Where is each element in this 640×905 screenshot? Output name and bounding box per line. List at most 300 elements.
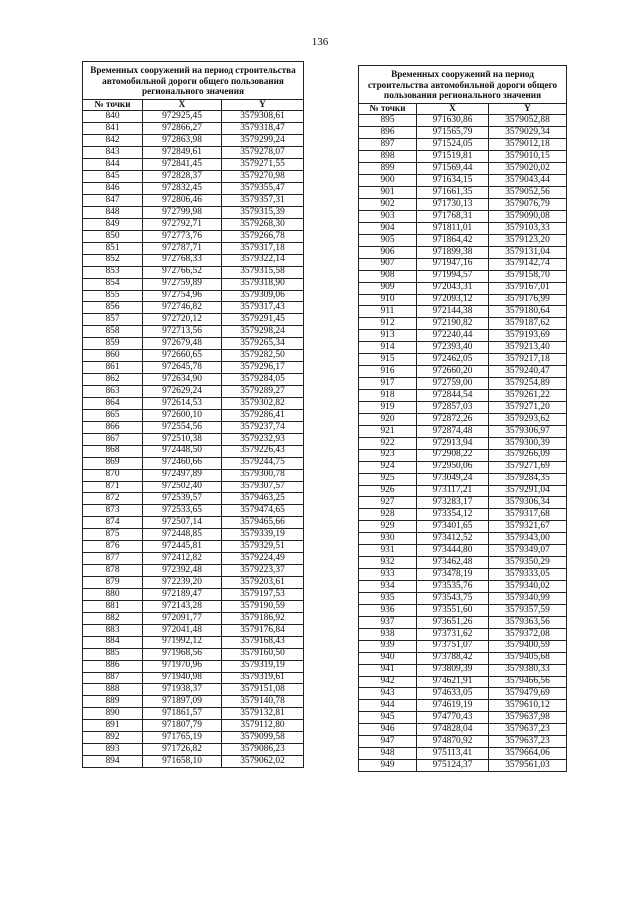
- y-coordinate-cell: 3579357,31: [222, 195, 304, 207]
- y-coordinate-cell: 3579315,39: [222, 206, 304, 218]
- point-number-cell: 864: [83, 397, 143, 409]
- point-number-cell: 924: [359, 461, 417, 473]
- table-row: [83, 171, 304, 183]
- y-coordinate-cell: 3579350,29: [489, 557, 567, 569]
- point-number-cell: 925: [359, 473, 417, 485]
- point-number-cell: 932: [359, 557, 417, 569]
- table-row: [83, 338, 304, 350]
- y-coordinate-cell: 3579286,41: [222, 409, 304, 421]
- table-row: [359, 604, 567, 616]
- x-coordinate-cell: 973462,48: [417, 557, 489, 569]
- x-coordinate-cell: 973412,52: [417, 533, 489, 545]
- table-row: [359, 354, 567, 366]
- y-coordinate-cell: 3579160,50: [222, 648, 304, 660]
- table-row: [359, 461, 567, 473]
- y-coordinate-cell: 3579052,88: [489, 115, 567, 127]
- y-coordinate-cell: 3579244,75: [222, 457, 304, 469]
- y-coordinate-cell: 3579176,84: [222, 624, 304, 636]
- y-coordinate-cell: 3579224,49: [222, 553, 304, 565]
- y-coordinate-cell: 3579103,33: [489, 222, 567, 234]
- x-coordinate-cell: 971661,35: [417, 187, 489, 199]
- table-row: [359, 390, 567, 402]
- y-coordinate-cell: 3579319,19: [222, 660, 304, 672]
- point-number-cell: 887: [83, 672, 143, 684]
- table-row: [83, 672, 304, 684]
- table-row: [83, 648, 304, 660]
- y-coordinate-cell: 3579340,99: [489, 592, 567, 604]
- x-coordinate-cell: 972554,56: [143, 421, 222, 433]
- point-number-cell: 896: [359, 127, 417, 139]
- x-coordinate-cell: 972041,48: [143, 624, 222, 636]
- point-number-cell: 927: [359, 497, 417, 509]
- x-coordinate-cell: 971897,09: [143, 696, 222, 708]
- table-row: [83, 624, 304, 636]
- table-row: [83, 409, 304, 421]
- x-coordinate-cell: 971968,56: [143, 648, 222, 660]
- x-coordinate-cell: 974828,04: [417, 724, 489, 736]
- table-row: [83, 206, 304, 218]
- point-number-cell: 854: [83, 278, 143, 290]
- x-coordinate-cell: 971565,79: [417, 127, 489, 139]
- table-row: [83, 147, 304, 159]
- table-row: [359, 581, 567, 593]
- table-caption: Временных сооружений на период строительства автомобильной дороги общего пользования регионального значения: [83, 62, 304, 100]
- y-coordinate-cell: 3579271,69: [489, 461, 567, 473]
- x-coordinate-cell: 972832,45: [143, 183, 222, 195]
- table-row: [83, 123, 304, 135]
- x-coordinate-cell: 973354,12: [417, 509, 489, 521]
- table-row: [83, 708, 304, 720]
- table-row: [359, 748, 567, 760]
- table-row: [83, 505, 304, 517]
- y-coordinate-cell: 3579317,43: [222, 302, 304, 314]
- y-coordinate-cell: 3579637,23: [489, 724, 567, 736]
- point-number-cell: 912: [359, 318, 417, 330]
- point-number-cell: 926: [359, 485, 417, 497]
- x-coordinate-cell: 972844,54: [417, 390, 489, 402]
- table-row: [359, 187, 567, 199]
- x-coordinate-cell: 972533,65: [143, 505, 222, 517]
- y-coordinate-cell: 3579561,03: [489, 760, 567, 772]
- y-coordinate-cell: 3579308,61: [222, 111, 304, 123]
- x-coordinate-cell: 974633,05: [417, 688, 489, 700]
- x-coordinate-cell: 971994,57: [417, 270, 489, 282]
- table-header-row: [359, 103, 567, 115]
- y-coordinate-cell: 3579213,40: [489, 342, 567, 354]
- y-coordinate-cell: 3579293,62: [489, 413, 567, 425]
- point-number-cell: 946: [359, 724, 417, 736]
- y-coordinate-cell: 3579317,68: [489, 509, 567, 521]
- table-row: [83, 386, 304, 398]
- point-number-cell: 928: [359, 509, 417, 521]
- x-coordinate-cell: 972746,82: [143, 302, 222, 314]
- point-number-cell: 918: [359, 390, 417, 402]
- point-number-cell: 870: [83, 469, 143, 481]
- y-coordinate-cell: 3579610,12: [489, 700, 567, 712]
- table-row: [83, 278, 304, 290]
- x-coordinate-cell: 972445,81: [143, 541, 222, 553]
- y-coordinate-cell: 3579306,97: [489, 425, 567, 437]
- x-coordinate-cell: 972806,46: [143, 195, 222, 207]
- x-coordinate-cell: 972759,00: [417, 378, 489, 390]
- table-row: [359, 210, 567, 222]
- point-number-cell: 900: [359, 175, 417, 187]
- column-header-y: Y: [222, 99, 304, 111]
- column-header-x: X: [417, 103, 489, 115]
- x-coordinate-cell: 972190,82: [417, 318, 489, 330]
- point-number-cell: 941: [359, 664, 417, 676]
- point-number-cell: 871: [83, 481, 143, 493]
- point-number-cell: 876: [83, 541, 143, 553]
- table-row: [359, 401, 567, 413]
- table-row: [359, 533, 567, 545]
- point-number-cell: 922: [359, 437, 417, 449]
- x-coordinate-cell: 972645,78: [143, 362, 222, 374]
- table-row: [83, 218, 304, 230]
- x-coordinate-cell: 972448,85: [143, 529, 222, 541]
- point-number-cell: 851: [83, 242, 143, 254]
- x-coordinate-cell: 972239,20: [143, 577, 222, 589]
- x-coordinate-cell: 972828,37: [143, 171, 222, 183]
- point-number-cell: 850: [83, 230, 143, 242]
- point-number-cell: 939: [359, 640, 417, 652]
- x-coordinate-cell: 973401,65: [417, 521, 489, 533]
- table-row: [359, 700, 567, 712]
- table-row: [83, 350, 304, 362]
- x-coordinate-cell: 972872,26: [417, 413, 489, 425]
- point-number-cell: 906: [359, 246, 417, 258]
- y-coordinate-cell: 3579193,69: [489, 330, 567, 342]
- y-coordinate-cell: 3579307,57: [222, 481, 304, 493]
- y-coordinate-cell: 3579142,74: [489, 258, 567, 270]
- point-number-cell: 923: [359, 449, 417, 461]
- point-number-cell: 878: [83, 565, 143, 577]
- y-coordinate-cell: 3579664,06: [489, 748, 567, 760]
- x-coordinate-cell: 974619,19: [417, 700, 489, 712]
- point-number-cell: 903: [359, 210, 417, 222]
- table-row: [359, 628, 567, 640]
- point-number-cell: 944: [359, 700, 417, 712]
- table-row: [83, 230, 304, 242]
- y-coordinate-cell: 3579217,18: [489, 354, 567, 366]
- x-coordinate-cell: 971569,44: [417, 163, 489, 175]
- y-coordinate-cell: 3579010,15: [489, 151, 567, 163]
- column-header-point-number: № точки: [83, 99, 143, 111]
- point-number-cell: 845: [83, 171, 143, 183]
- point-number-cell: 929: [359, 521, 417, 533]
- point-number-cell: 884: [83, 636, 143, 648]
- y-coordinate-cell: 3579291,45: [222, 314, 304, 326]
- point-number-cell: 866: [83, 421, 143, 433]
- y-coordinate-cell: 3579278,07: [222, 147, 304, 159]
- point-number-cell: 937: [359, 616, 417, 628]
- coordinates-table-right: [358, 65, 567, 772]
- y-coordinate-cell: 3579405,68: [489, 652, 567, 664]
- y-coordinate-cell: 3579333,05: [489, 569, 567, 581]
- point-number-cell: 901: [359, 187, 417, 199]
- x-coordinate-cell: 972629,24: [143, 386, 222, 398]
- y-coordinate-cell: 3579284,05: [222, 374, 304, 386]
- x-coordinate-cell: 972497,89: [143, 469, 222, 481]
- x-coordinate-cell: 972863,98: [143, 135, 222, 147]
- point-number-cell: 867: [83, 433, 143, 445]
- y-coordinate-cell: 3579349,07: [489, 545, 567, 557]
- point-number-cell: 888: [83, 684, 143, 696]
- y-coordinate-cell: 3579203,61: [222, 577, 304, 589]
- point-number-cell: 917: [359, 378, 417, 390]
- table-caption: Временных сооружений на период строительства автомобильной дороги общего пользования регионального значения: [359, 66, 567, 104]
- point-number-cell: 899: [359, 163, 417, 175]
- point-number-cell: 842: [83, 135, 143, 147]
- y-coordinate-cell: 3579240,47: [489, 366, 567, 378]
- y-coordinate-cell: 3579317,18: [222, 242, 304, 254]
- y-coordinate-cell: 3579637,98: [489, 712, 567, 724]
- point-number-cell: 874: [83, 517, 143, 529]
- x-coordinate-cell: 972144,38: [417, 306, 489, 318]
- x-coordinate-cell: 972510,38: [143, 433, 222, 445]
- y-coordinate-cell: 3579339,19: [222, 529, 304, 541]
- table-row: [83, 684, 304, 696]
- table-row: [83, 588, 304, 600]
- point-number-cell: 911: [359, 306, 417, 318]
- x-coordinate-cell: 972448,50: [143, 445, 222, 457]
- y-coordinate-cell: 3579463,25: [222, 493, 304, 505]
- point-number-cell: 940: [359, 652, 417, 664]
- y-coordinate-cell: 3579261,22: [489, 390, 567, 402]
- point-number-cell: 857: [83, 314, 143, 326]
- table-row: [359, 521, 567, 533]
- table-row: [83, 577, 304, 589]
- table-row: [359, 258, 567, 270]
- y-coordinate-cell: 3579226,43: [222, 445, 304, 457]
- table-row: [359, 557, 567, 569]
- coordinates-table-left: [82, 61, 304, 768]
- y-coordinate-cell: 3579123,20: [489, 234, 567, 246]
- point-number-cell: 863: [83, 386, 143, 398]
- table-row: [83, 290, 304, 302]
- point-number-cell: 943: [359, 688, 417, 700]
- y-coordinate-cell: 3579099,58: [222, 732, 304, 744]
- x-coordinate-cell: 971807,79: [143, 720, 222, 732]
- column-header-x: X: [143, 99, 222, 111]
- point-number-cell: 893: [83, 744, 143, 756]
- point-number-cell: 858: [83, 326, 143, 338]
- x-coordinate-cell: 972393,40: [417, 342, 489, 354]
- point-number-cell: 862: [83, 374, 143, 386]
- x-coordinate-cell: 972143,28: [143, 600, 222, 612]
- table-row: [83, 159, 304, 171]
- table-row: [359, 616, 567, 628]
- point-number-cell: 853: [83, 266, 143, 278]
- point-number-cell: 902: [359, 199, 417, 211]
- table-row: [359, 569, 567, 581]
- y-coordinate-cell: 3579343,00: [489, 533, 567, 545]
- x-coordinate-cell: 972766,52: [143, 266, 222, 278]
- x-coordinate-cell: 972462,05: [417, 354, 489, 366]
- table-row: [359, 199, 567, 211]
- x-coordinate-cell: 972754,96: [143, 290, 222, 302]
- y-coordinate-cell: 3579132,81: [222, 708, 304, 720]
- x-coordinate-cell: 972660,65: [143, 350, 222, 362]
- point-number-cell: 881: [83, 600, 143, 612]
- point-number-cell: 846: [83, 183, 143, 195]
- table-row: [83, 696, 304, 708]
- table-row: [83, 600, 304, 612]
- point-number-cell: 909: [359, 282, 417, 294]
- x-coordinate-cell: 972792,71: [143, 218, 222, 230]
- table-row: [83, 481, 304, 493]
- point-number-cell: 847: [83, 195, 143, 207]
- point-number-cell: 844: [83, 159, 143, 171]
- y-coordinate-cell: 3579321,67: [489, 521, 567, 533]
- point-number-cell: 919: [359, 401, 417, 413]
- x-coordinate-cell: 973751,07: [417, 640, 489, 652]
- x-coordinate-cell: 971938,37: [143, 684, 222, 696]
- page-number: 136: [311, 36, 329, 48]
- table-row: [359, 151, 567, 163]
- point-number-cell: 915: [359, 354, 417, 366]
- point-number-cell: 852: [83, 254, 143, 266]
- table-row: [83, 469, 304, 481]
- y-coordinate-cell: 3579265,34: [222, 338, 304, 350]
- x-coordinate-cell: 973444,80: [417, 545, 489, 557]
- x-coordinate-cell: 971658,10: [143, 756, 222, 768]
- table-row: [359, 688, 567, 700]
- x-coordinate-cell: 972874,48: [417, 425, 489, 437]
- y-coordinate-cell: 3579086,23: [222, 744, 304, 756]
- x-coordinate-cell: 972773,76: [143, 230, 222, 242]
- point-number-cell: 840: [83, 111, 143, 123]
- y-coordinate-cell: 3579479,69: [489, 688, 567, 700]
- table-row: [359, 330, 567, 342]
- x-coordinate-cell: 973543,75: [417, 592, 489, 604]
- y-coordinate-cell: 3579268,30: [222, 218, 304, 230]
- table-row: [83, 517, 304, 529]
- point-number-cell: 898: [359, 151, 417, 163]
- y-coordinate-cell: 3579090,08: [489, 210, 567, 222]
- y-coordinate-cell: 3579306,34: [489, 497, 567, 509]
- point-number-cell: 905: [359, 234, 417, 246]
- x-coordinate-cell: 972849,61: [143, 147, 222, 159]
- y-coordinate-cell: 3579237,74: [222, 421, 304, 433]
- x-coordinate-cell: 971940,98: [143, 672, 222, 684]
- table-row: [359, 413, 567, 425]
- x-coordinate-cell: 973535,76: [417, 581, 489, 593]
- point-number-cell: 933: [359, 569, 417, 581]
- y-coordinate-cell: 3579284,35: [489, 473, 567, 485]
- table-row: [83, 362, 304, 374]
- point-number-cell: 948: [359, 748, 417, 760]
- y-coordinate-cell: 3579380,33: [489, 664, 567, 676]
- y-coordinate-cell: 3579158,70: [489, 270, 567, 282]
- point-number-cell: 920: [359, 413, 417, 425]
- y-coordinate-cell: 3579190,59: [222, 600, 304, 612]
- point-number-cell: 880: [83, 588, 143, 600]
- x-coordinate-cell: 972787,71: [143, 242, 222, 254]
- table-row: [83, 720, 304, 732]
- point-number-cell: 936: [359, 604, 417, 616]
- y-coordinate-cell: 3579223,37: [222, 565, 304, 577]
- point-number-cell: 848: [83, 206, 143, 218]
- point-number-cell: 921: [359, 425, 417, 437]
- table-header-row: [83, 99, 304, 111]
- point-number-cell: 913: [359, 330, 417, 342]
- x-coordinate-cell: 971970,96: [143, 660, 222, 672]
- table-row: [359, 497, 567, 509]
- x-coordinate-cell: 973551,60: [417, 604, 489, 616]
- y-coordinate-cell: 3579298,24: [222, 326, 304, 338]
- x-coordinate-cell: 971992,12: [143, 636, 222, 648]
- point-number-cell: 891: [83, 720, 143, 732]
- table-row: [359, 652, 567, 664]
- point-number-cell: 843: [83, 147, 143, 159]
- x-coordinate-cell: 972866,27: [143, 123, 222, 135]
- table-row: [359, 246, 567, 258]
- point-number-cell: 889: [83, 696, 143, 708]
- y-coordinate-cell: 3579296,17: [222, 362, 304, 374]
- point-number-cell: 892: [83, 732, 143, 744]
- table-row: [359, 378, 567, 390]
- table-row: [359, 342, 567, 354]
- point-number-cell: 935: [359, 592, 417, 604]
- x-coordinate-cell: 971947,16: [417, 258, 489, 270]
- x-coordinate-cell: 972507,14: [143, 517, 222, 529]
- x-coordinate-cell: 972679,48: [143, 338, 222, 350]
- point-number-cell: 865: [83, 409, 143, 421]
- x-coordinate-cell: 972950,06: [417, 461, 489, 473]
- x-coordinate-cell: 973731,62: [417, 628, 489, 640]
- table-row: [359, 712, 567, 724]
- x-coordinate-cell: 973651,26: [417, 616, 489, 628]
- x-coordinate-cell: 972240,44: [417, 330, 489, 342]
- x-coordinate-cell: 973117,21: [417, 485, 489, 497]
- x-coordinate-cell: 974621,91: [417, 676, 489, 688]
- table-row: [83, 445, 304, 457]
- y-coordinate-cell: 3579186,92: [222, 612, 304, 624]
- table-row: [83, 660, 304, 672]
- table-row: [359, 473, 567, 485]
- table-row: [359, 437, 567, 449]
- x-coordinate-cell: 971765,19: [143, 732, 222, 744]
- table-row: [83, 529, 304, 541]
- table-row: [359, 175, 567, 187]
- y-coordinate-cell: 3579318,47: [222, 123, 304, 135]
- table-row: [359, 139, 567, 151]
- table-row: [359, 306, 567, 318]
- x-coordinate-cell: 971864,42: [417, 234, 489, 246]
- table-row: [359, 294, 567, 306]
- y-coordinate-cell: 3579302,82: [222, 397, 304, 409]
- y-coordinate-cell: 3579180,64: [489, 306, 567, 318]
- point-number-cell: 904: [359, 222, 417, 234]
- table-row: [83, 732, 304, 744]
- x-coordinate-cell: 973283,17: [417, 497, 489, 509]
- y-coordinate-cell: 3579309,06: [222, 290, 304, 302]
- table-row: [359, 366, 567, 378]
- y-coordinate-cell: 3579319,61: [222, 672, 304, 684]
- x-coordinate-cell: 972460,66: [143, 457, 222, 469]
- table-row: [83, 254, 304, 266]
- x-coordinate-cell: 974870,92: [417, 736, 489, 748]
- table-row: [359, 509, 567, 521]
- point-number-cell: 883: [83, 624, 143, 636]
- table-row: [83, 636, 304, 648]
- point-number-cell: 861: [83, 362, 143, 374]
- y-coordinate-cell: 3579299,24: [222, 135, 304, 147]
- x-coordinate-cell: 972713,56: [143, 326, 222, 338]
- table-row: [83, 457, 304, 469]
- y-coordinate-cell: 3579052,56: [489, 187, 567, 199]
